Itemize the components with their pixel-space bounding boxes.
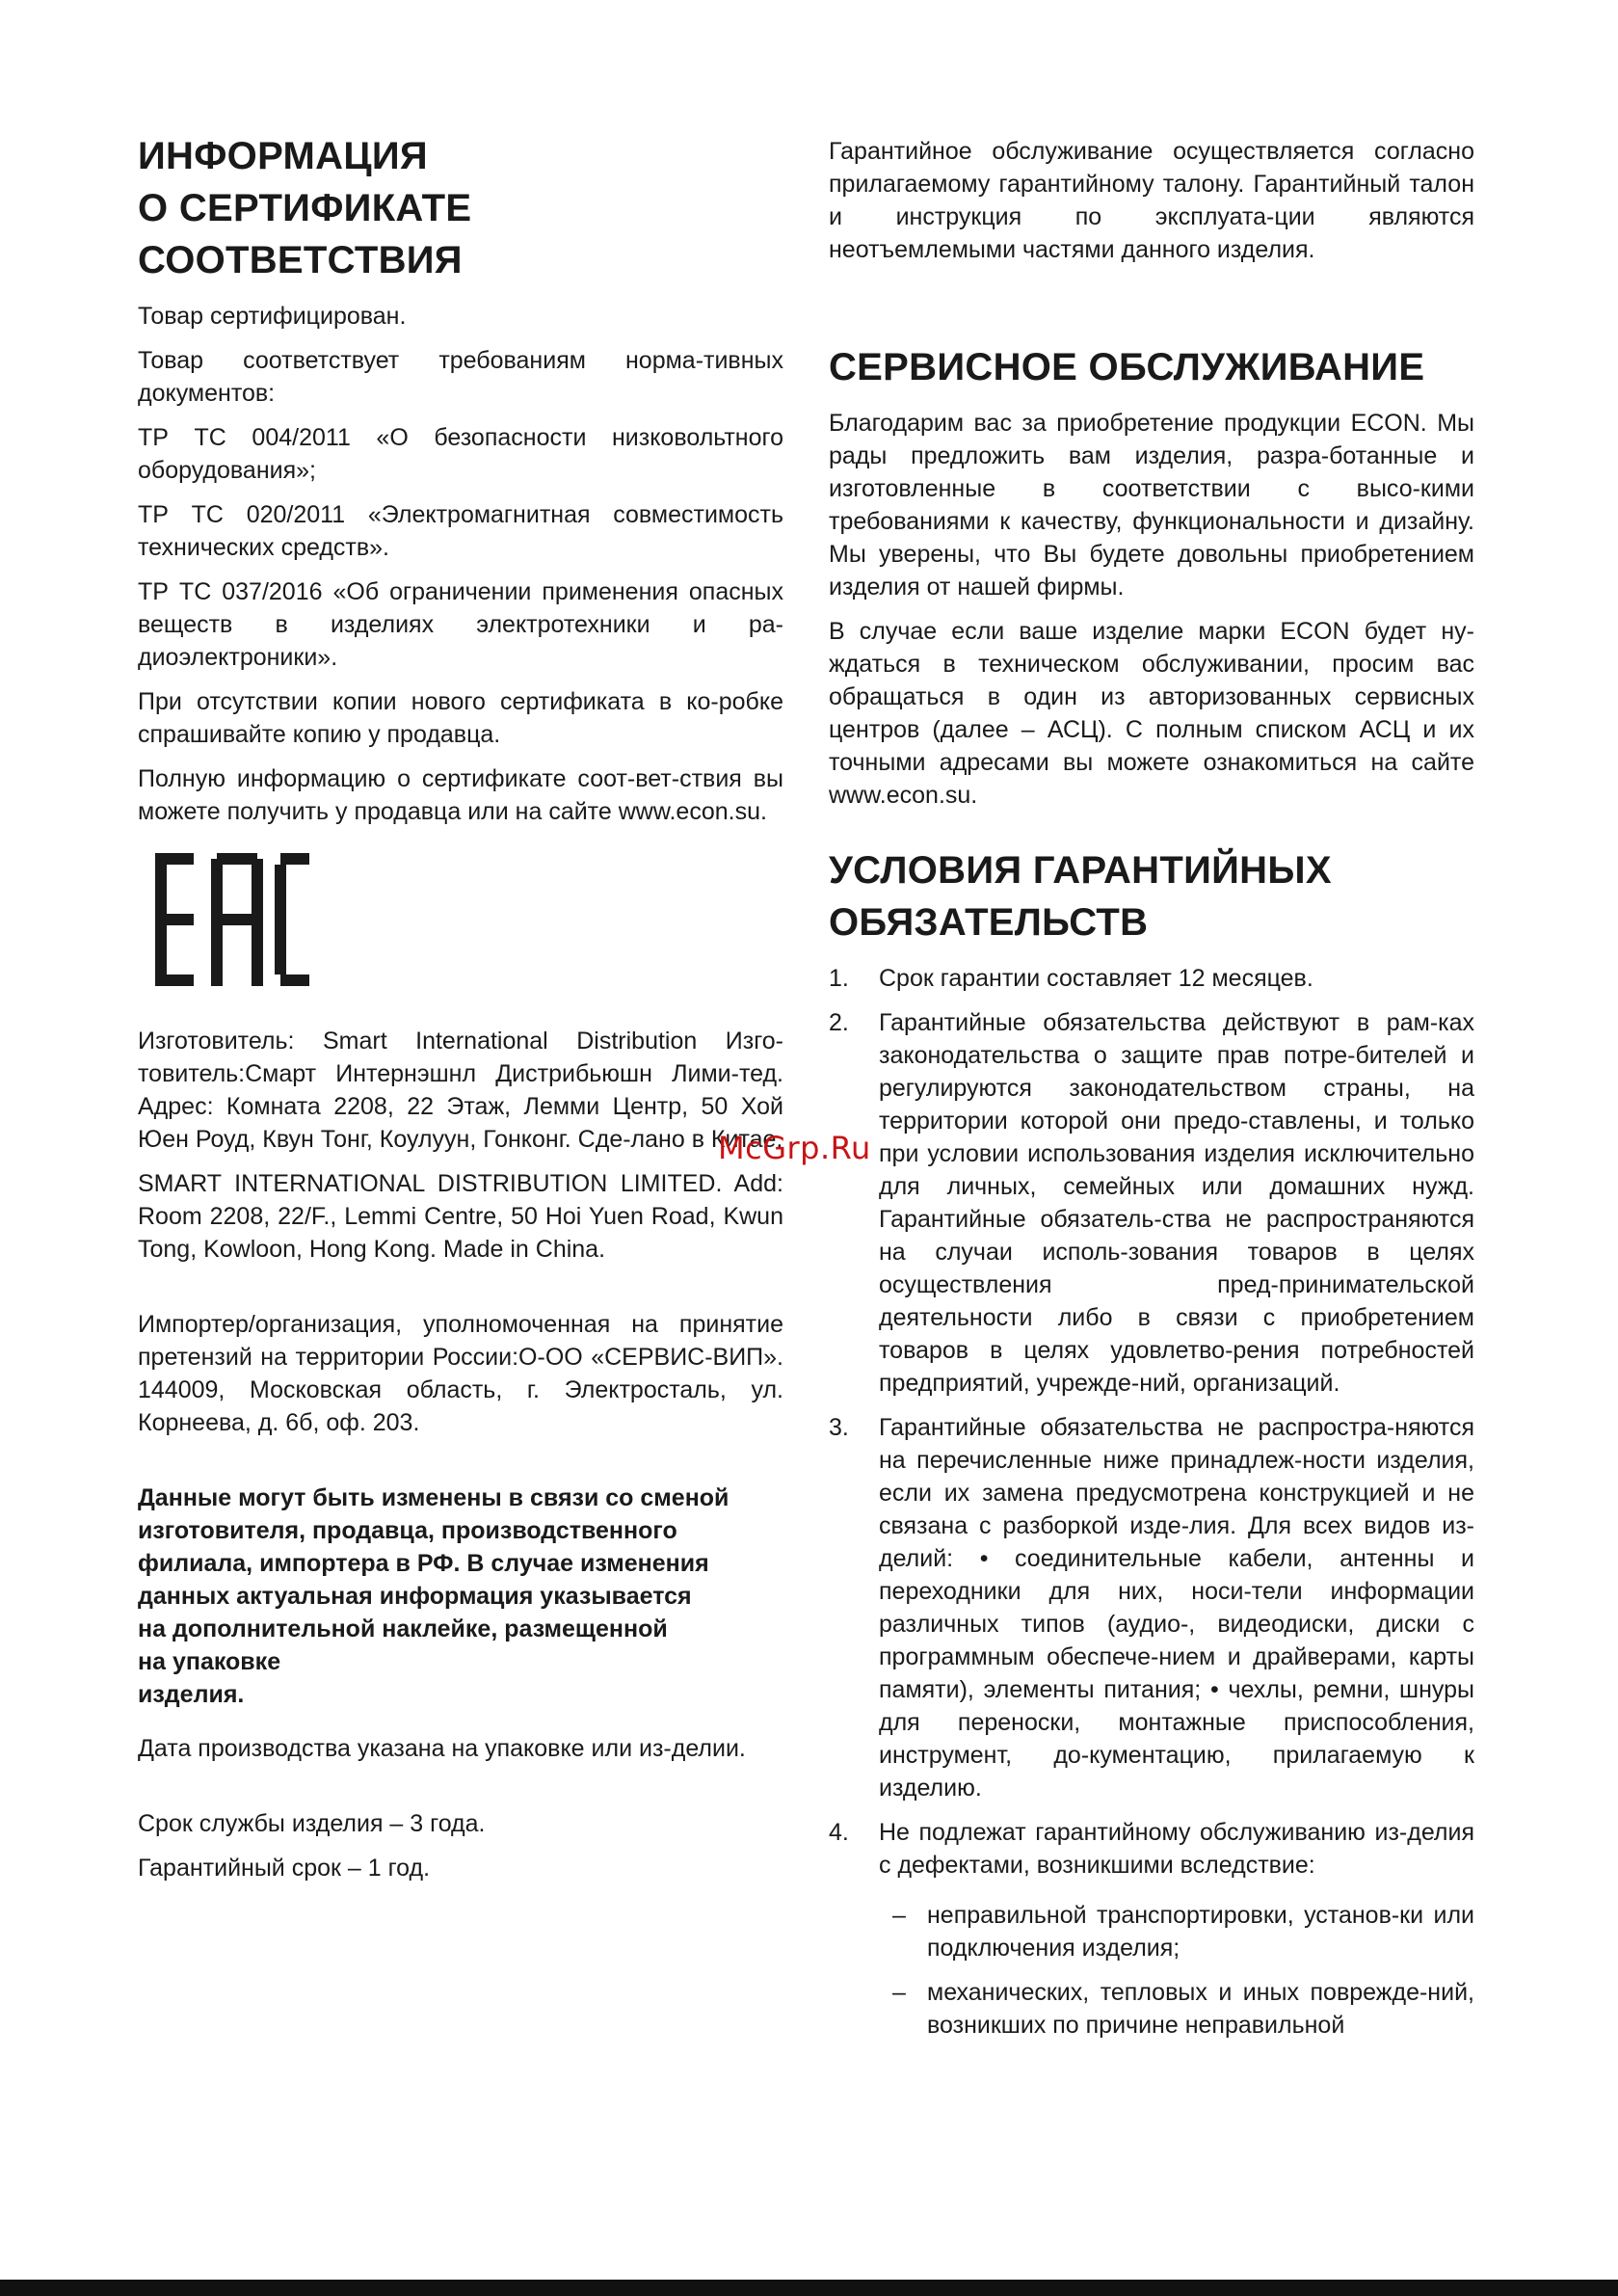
cert-paragraph: Товар соответствует требованиям норма-тивных документов: — [138, 347, 783, 407]
warranty-intro: Гарантийное обслуживание осуществляется согласно прилагаемому гарантийному талону. Гарантийный талон и инструкция по эксплуата-ции являются неотъемлемыми частями данного изделия. — [829, 138, 1474, 263]
eac-mark-icon — [155, 853, 309, 986]
list-item-number: 4. — [829, 1819, 849, 1846]
notice-line: на упаковке — [138, 1648, 281, 1675]
importer-info: Импортер/организация, уполномоченная на принятие претензий на территории России:О-ОО «СЕРВИС-ВИП». 144009, Московская область, г. Электросталь, ул. Корнеева, д. 6б, оф. 203. — [138, 1311, 783, 1436]
manufacturer-en: SMART INTERNATIONAL DISTRIBUTION LIMITED. Add: Room 2208, 22/F., Lemmi Centre, 50 Hoi Yuen Road, Kwun Tong, Kowloon, Hong Kong. Made in China. — [138, 1170, 783, 1263]
cert-heading-line: СООТВЕТСТВИЯ — [138, 239, 463, 281]
dash-marker: – — [892, 1902, 906, 1929]
cert-heading — [138, 130, 783, 286]
watermark: McGrp.Ru — [718, 1130, 871, 1166]
cert-paragraph: Товар сертифицирован. — [138, 303, 407, 330]
warranty-heading-line: УСЛОВИЯ ГАРАНТИЙНЫХ — [829, 849, 1332, 892]
cert-paragraph: При отсутствии копии нового сертификата в ко-робке спрашивайте копию у продавца. — [138, 688, 783, 748]
warranty-term: Гарантийный срок – 1 год. — [138, 1855, 431, 1882]
cert-heading-line: ИНФОРМАЦИЯ — [138, 135, 428, 177]
notice-bold — [138, 1482, 783, 1711]
list-item — [829, 1976, 1474, 2042]
warranty-conditions-list — [829, 962, 1474, 1882]
cert-paragraph: ТР ТС 020/2011 «Электромагнитная совместимость технических средств». — [138, 501, 783, 561]
service-paragraph: Благодарим вас за приобретение продукции ECON. Мы рады предложить вам изделия, разра-ботанные и изготовленные в соответствии с высо-кими требованиями к качеству, функциональности и дизайну. Мы уверены, что Вы будете довольны приобретением изделия от нашей фирмы. — [829, 410, 1474, 601]
list-item-text: Срок гарантии составляет 12 месяцев. — [879, 965, 1313, 992]
right-column — [829, 135, 1474, 2053]
list-item-number: 1. — [829, 965, 849, 992]
dash-marker: – — [892, 1979, 906, 2006]
cert-paragraph: ТР ТС 004/2011 «О безопасности низковольтного оборудования»; — [138, 424, 783, 484]
list-item-text: Гарантийные обязательства действуют в рам-ках законодательства о защите прав потре-бителей и регулируются законодательством страны, на территории которой они предо-ставлены, и только при условии использования изделия исключительно для личных, семейных или домашних нужд. Гарантийные обязатель-ства не распространяются на случаи исполь-зования товаров в целях осуществления пред-принимательской деятельности либо в связи с приобретением товаров в целях удовлетво-рения потребностей предприятий, учрежде-ний, организаций. — [879, 1009, 1474, 1397]
manufacturer-ru: Изготовитель: Smart International Distribution Изго-товитель:Смарт Интернэшнл Дистрибьюшн Лими-тед. Адрес: Комната 2208, 22 Этаж, Лемми Центр, 50 Хой Юен Роуд, Квун Тонг, Коулуун, Гонконг. Сде-лано в Китае. — [138, 1028, 783, 1153]
service-paragraph: В случае если ваше изделие марки ECON будет ну-ждаться в техническом обслуживании, просим вас обращаться в один из авторизованных сервисных центров (далее – АСЦ). С полным списком АСЦ и их точными адресами вы можете ознакомиться на сайте www.econ.su. — [829, 618, 1474, 809]
list-item-text: Не подлежат гарантийному обслуживанию из-делия с дефектами, возникшими вследствие: — [879, 1819, 1474, 1879]
list-item-number: 2. — [829, 1009, 849, 1036]
list-item — [829, 1411, 1474, 1804]
cert-heading-line: О СЕРТИФИКАТЕ — [138, 187, 472, 229]
notice-line: Данные могут быть изменены в связи со сменой — [138, 1484, 729, 1511]
notice-line: филиала, импортера в РФ. В случае изменения — [138, 1550, 709, 1577]
defect-causes-list — [829, 1899, 1474, 2042]
list-item — [829, 1006, 1474, 1400]
eac-logo — [155, 853, 309, 986]
cert-paragraph: ТР ТС 037/2016 «Об ограничении применения опасных веществ в изделиях электротехники и ра-диоэлектроники». — [138, 578, 783, 671]
page-bottom-bar — [0, 2280, 1618, 2296]
warranty-heading — [829, 844, 1474, 948]
notice-line: изготовителя, продавца, производственного — [138, 1517, 677, 1544]
list-item-number: 3. — [829, 1414, 849, 1441]
list-item — [829, 962, 1474, 995]
notice-line: изделия. — [138, 1681, 245, 1708]
warranty-heading-line: ОБЯЗАТЕЛЬСТВ — [829, 901, 1149, 944]
production-date: Дата производства указана на упаковке или из-делии. — [138, 1735, 746, 1762]
list-item — [829, 1899, 1474, 1964]
notice-line: на дополнительной наклейке, размещенной — [138, 1615, 668, 1642]
service-heading: СЕРВИСНОЕ ОБСЛУЖИВАНИЕ — [829, 346, 1425, 388]
list-item-text: Гарантийные обязательства не распростра-няются на перечисленные ниже принадлеж-ности изделия, если их замена предусмотрена конструкцией и не связана с разборкой изде-лия. Для всех видов из-делий: • соединительные кабели, антенны и переходники для них, носи-тели информации различных типов (аудио-, видеодиски, диски с программным обеспече-нием и драйверами, карты памяти), элементы питания; • чехлы, ремни, шнуры для переноски, монтажные приспособления, инструмент, до-кументацию, прилагаемую к изделию. — [879, 1414, 1474, 1802]
list-item — [829, 1816, 1474, 1882]
left-column — [138, 130, 783, 1896]
cert-paragraph: Полную информацию о сертификате соот-вет-ствия вы можете получить у продавца или на сайте www.econ.su. — [138, 765, 783, 825]
notice-line: данных актуальная информация указывается — [138, 1583, 692, 1610]
service-life: Срок службы изделия – 3 года. — [138, 1810, 486, 1837]
list-item-text: механических, тепловых и иных поврежде-ний, возникших по причине неправильной — [927, 1979, 1474, 2039]
list-item-text: неправильной транспортировки, установ-ки или подключения изделия; — [927, 1902, 1474, 1962]
